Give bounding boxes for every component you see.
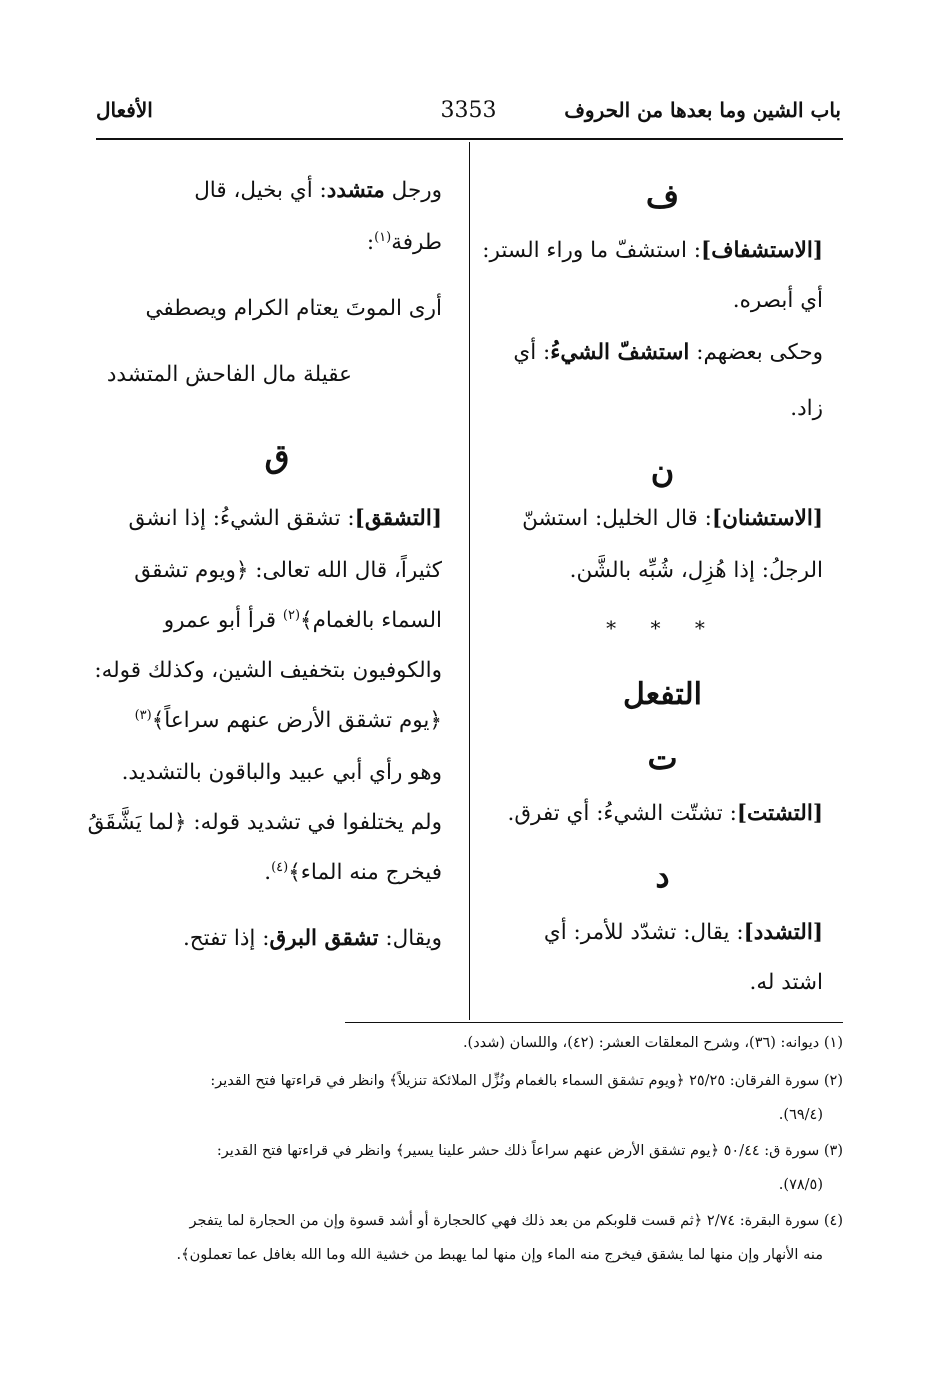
running-head-section: باب الشين وما بعدها من الحروف [564,98,841,122]
definition-line [163,607,442,633]
footnote-4-continued: منه الأنهار وإن منها لما يشقق فيخرج منه الماء وإن منها لما يهبط من خشية الله وما الله بغافل عما تعملون﴾. [176,1247,823,1263]
poet-attribution [366,229,442,255]
footnote-4: (٤) سورة البقرة: ٢/٧٤ ﴿ثم قست قلوبكم من بعد ذلك فهي كالحجارة أو أشد قسوة وإن من الحجارة لما يتفجر [189,1213,843,1229]
footnote-ref-2: (٢) [282,607,301,623]
footnote-1: (١) ديوانه: (٣٦)، وشرح المعلقات العشر: (٤٢)، واللسان (شدد). [462,1035,843,1051]
section-separator: * * * [606,616,719,640]
entry-tashaddud [544,922,823,944]
definition-text: : أي بخيل، قال [194,178,327,203]
letter-heading-nun: ن [650,452,675,490]
verse-line-1: أرى الموتَ يعتام الكرام ويصطفي [145,296,442,321]
definition-text: قرأ أبو عمرو [163,608,283,633]
letter-heading-ta: ت [647,739,678,777]
entry-text: ورجل [391,178,442,203]
term-tashattut: [التشتت] [736,801,823,826]
definition-text: : تشقق الشيءُ: إذا انشق [128,506,355,531]
letter-heading-qaf: ق [264,437,290,475]
definition-text: : تشتّت الشيءُ: أي تفرق. [507,801,737,826]
footnote-ref-1: (١) [374,229,392,245]
quote-text: : أي [513,340,551,365]
footnote-2-continued: (٦٩/٤). [778,1107,823,1123]
term-istishfaf: [الاستشفاف] [701,238,823,263]
column-divider [469,142,470,1020]
footnote-3: (٣) سورة ق: ٥٠/٤٤ ﴿يوم تشقق الأرض عنهم سراعاً ذلك حشر علينا يسير﴾ وانظر في قراءتها فتح القدير: [216,1143,843,1159]
entry-tashaqquq [129,508,442,530]
entry-text: ويقال: [385,926,442,951]
footnote-3-continued: (٧٨/٥). [778,1177,823,1193]
entry-barq [183,928,442,950]
definition-text: زاد. [790,396,823,421]
entry-mutashaddid [194,180,442,202]
term-tashaddud: [التشدد] [743,920,823,945]
definition-text: كثيراً، قال الله تعالى: ﴿ويوم تشقق [134,558,442,583]
quran-quote: السماء بالغمام﴾ [300,608,442,633]
term-tashaqquq: [التشقق] [354,506,442,531]
verse-line-2: عقيلة مال الفاحش المتشدد [106,362,352,387]
definition-text: : إذا تفتح. [182,926,270,951]
footnote-2: (٢) سورة الفرقان: ٢٥/٢٥ ﴿ويوم تشقق السماء بالغمام ونُزِّل الملائكة تنزيلاً﴾ وانظر في قراءتها فتح القدير: [210,1073,843,1089]
definition-text: الرجلُ: إذا هُزِل، شُبِّه بالشَّن. [569,558,823,583]
quran-quote: ﴿يوم تشقق الأرض عنهم سراعاً﴾ [151,708,442,733]
definition-text: والكوفيون بتخفيف الشين، وكذلك قوله: [94,658,442,683]
quote-text: وحكى بعضهم: [696,340,823,365]
definition-line [264,859,442,885]
footnote-ref-3: (٣) [134,707,152,723]
definition-text: : يقال: تشدّد للأمر: أي [543,920,744,945]
definition-text: اشتد له. [749,970,823,995]
entry-tashattut [507,803,823,825]
definition-text: : استشفّ ما وراء الستر: [482,238,702,263]
poet-name: طرفة [391,230,442,255]
term-istishfaf-sense: استشفّ الشيءُ [550,340,690,365]
term-mutashaddid: متشدد [326,178,385,203]
letter-heading-dal: د [655,857,670,895]
quran-quote: فيخرج منه الماء﴾ [288,860,442,885]
entry-istishnan [522,508,823,530]
footnote-rule [345,1022,843,1023]
right-column [480,0,845,1020]
running-head-chapter: الأفعال [96,98,153,122]
footnotes [90,1036,843,1296]
entry-istishfaf [482,240,823,262]
footnote-ref-4: (٤) [271,859,289,875]
definition-text: أي أبصره. [732,288,823,313]
punctuation: : [366,230,375,255]
left-column [87,0,462,1020]
definition-text: ولم يختلفوا في تشديد قوله: ﴿لما يَشَّقَقُ [87,810,442,835]
section-title: التفعل [623,677,702,712]
letter-heading-fa: ف [645,177,680,215]
definition-line [134,707,442,733]
punctuation: . [264,860,272,885]
term-tashaqquq-barq: تشقق البرق [269,926,379,951]
entry-istishfaf-quote [513,342,823,364]
definition-text: وهو رأي أبي عبيد والباقون بالتشديد. [121,760,442,785]
term-istishnan: [الاستشنان] [711,506,823,531]
definition-text: : قال الخليل: استشنّ [522,506,712,531]
page-number: 3353 [440,98,497,123]
